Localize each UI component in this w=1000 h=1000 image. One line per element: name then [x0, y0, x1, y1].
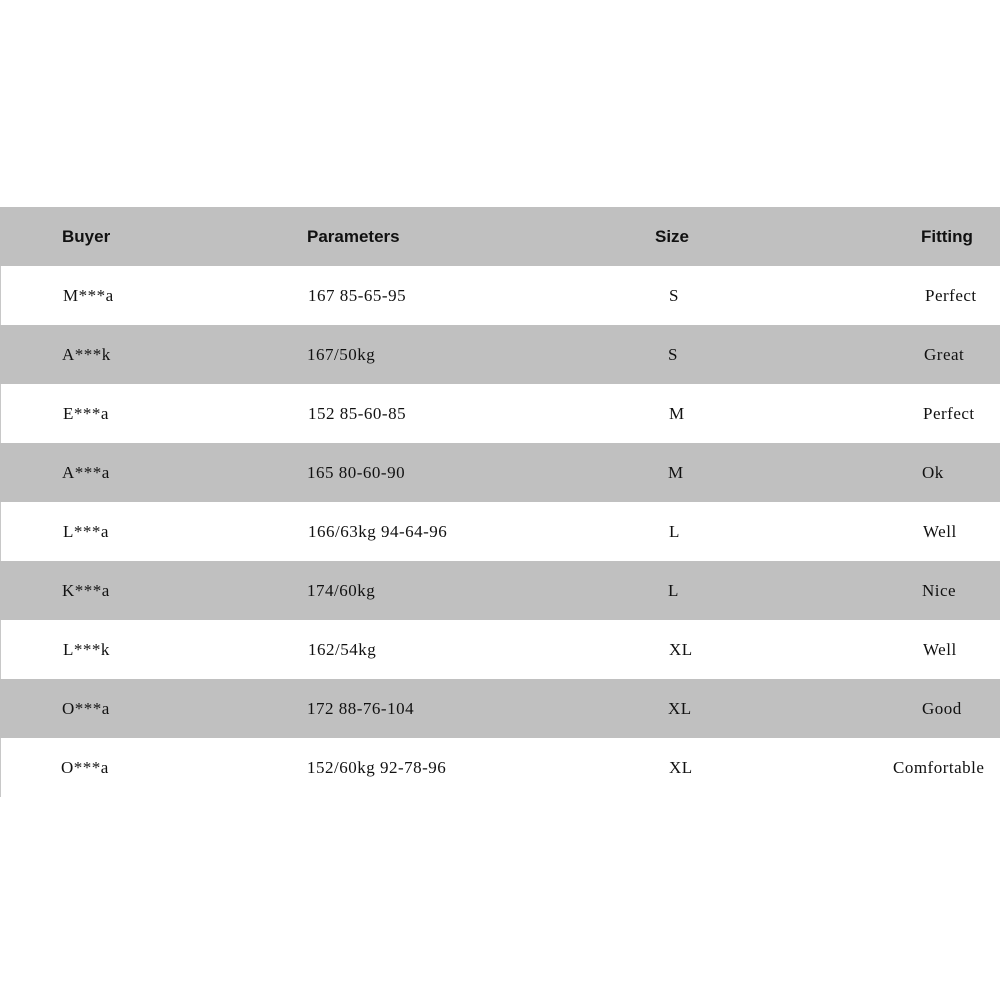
- size-cell: S: [669, 286, 679, 305]
- table-row: [0, 384, 1000, 443]
- header-parameters: Parameters: [307, 227, 400, 246]
- buyer-cell: O***a: [62, 699, 110, 718]
- table-row: [0, 266, 1000, 325]
- parameters-cell: 167/50kg: [307, 345, 376, 364]
- buyer-cell: L***k: [63, 640, 110, 659]
- fitting-cell: Good: [922, 699, 962, 718]
- table-row: [0, 502, 1000, 561]
- size-cell: M: [669, 404, 685, 423]
- size-cell: S: [668, 345, 678, 364]
- table-row: [0, 620, 1000, 679]
- fitting-cell: Ok: [922, 463, 944, 482]
- header-size: Size: [655, 227, 690, 246]
- size-cell: L: [668, 581, 679, 600]
- table-row: [0, 679, 1000, 738]
- buyer-cell: K***a: [62, 581, 110, 600]
- fitting-cell: Perfect: [923, 404, 975, 423]
- size-cell: XL: [668, 699, 692, 718]
- parameters-cell: 174/60kg: [307, 581, 376, 600]
- fitting-cell: Well: [923, 522, 957, 541]
- header-fitting: Fitting: [921, 227, 973, 246]
- size-cell: L: [669, 522, 680, 541]
- fitting-cell: Comfortable: [893, 758, 985, 777]
- buyer-cell: M***a: [63, 286, 114, 305]
- table-row: [0, 443, 1000, 502]
- buyer-cell: E***a: [63, 404, 109, 423]
- parameters-cell: 167 85-65-95: [308, 286, 407, 305]
- buyer-cell: A***k: [62, 345, 111, 364]
- table-header-row: [0, 207, 1000, 266]
- size-fitting-table: [0, 207, 1000, 797]
- buyer-cell: O***a: [61, 758, 109, 777]
- parameters-cell: 152 85-60-85: [308, 404, 407, 423]
- parameters-cell: 166/63kg 94-64-96: [308, 522, 448, 541]
- size-cell: M: [668, 463, 684, 482]
- size-cell: XL: [669, 640, 693, 659]
- buyer-cell: L***a: [63, 522, 109, 541]
- table-row: [0, 738, 1000, 797]
- fitting-cell: Perfect: [925, 286, 977, 305]
- fitting-cell: Well: [923, 640, 957, 659]
- buyer-cell: A***a: [62, 463, 110, 482]
- header-buyer: Buyer: [62, 227, 111, 246]
- table-row: [0, 561, 1000, 620]
- size-cell: XL: [669, 758, 693, 777]
- fitting-cell: Great: [924, 345, 965, 364]
- parameters-cell: 152/60kg 92-78-96: [307, 758, 447, 777]
- parameters-cell: 172 88-76-104: [307, 699, 415, 718]
- table-row: [0, 325, 1000, 384]
- parameters-cell: 162/54kg: [308, 640, 377, 659]
- parameters-cell: 165 80-60-90: [307, 463, 406, 482]
- fitting-cell: Nice: [922, 581, 957, 600]
